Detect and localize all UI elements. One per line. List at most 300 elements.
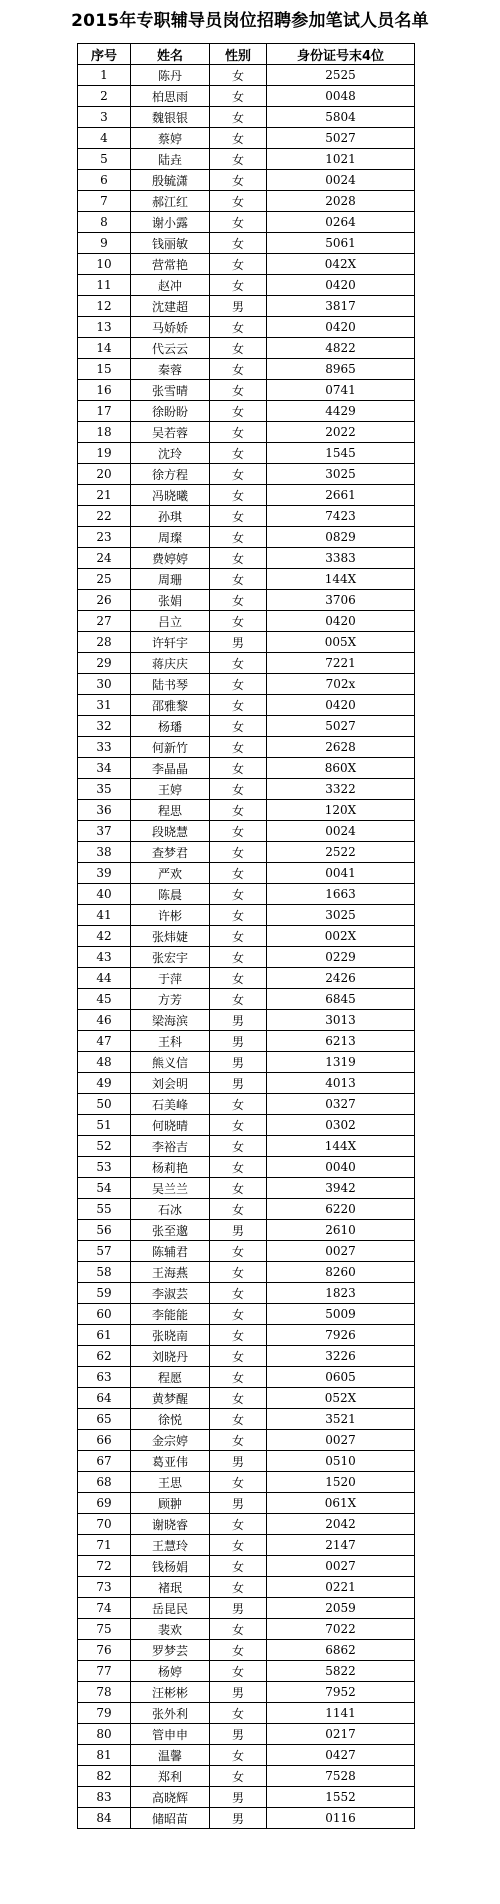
cell-id-last4: 144X [267, 1136, 415, 1157]
table-row [78, 1535, 415, 1556]
cell-name: 刘晓丹 [131, 1346, 210, 1367]
cell-name: 蒋庆庆 [131, 653, 210, 674]
table-row [78, 254, 415, 275]
cell-gender: 男 [210, 632, 267, 653]
cell-number: 73 [78, 1577, 131, 1598]
cell-id-last4: 002X [267, 926, 415, 947]
cell-id-last4: 7423 [267, 506, 415, 527]
table-row [78, 1388, 415, 1409]
table-row [78, 716, 415, 737]
table-row [78, 1136, 415, 1157]
cell-number: 82 [78, 1766, 131, 1787]
cell-name: 陈辅君 [131, 1241, 210, 1262]
cell-number: 48 [78, 1052, 131, 1073]
cell-number: 72 [78, 1556, 131, 1577]
cell-id-last4: 0741 [267, 380, 415, 401]
cell-name: 邵雅黎 [131, 695, 210, 716]
cell-gender: 女 [210, 737, 267, 758]
cell-id-last4: 120X [267, 800, 415, 821]
cell-gender: 男 [210, 1031, 267, 1052]
cell-name: 石美峰 [131, 1094, 210, 1115]
cell-name: 何晓晴 [131, 1115, 210, 1136]
cell-id-last4: 2610 [267, 1220, 415, 1241]
cell-gender: 女 [210, 1325, 267, 1346]
table-row [78, 779, 415, 800]
cell-id-last4: 042X [267, 254, 415, 275]
table-row [78, 1724, 415, 1745]
cell-name: 王科 [131, 1031, 210, 1052]
table-row [78, 1619, 415, 1640]
cell-name: 程愿 [131, 1367, 210, 1388]
cell-id-last4: 2059 [267, 1598, 415, 1619]
cell-id-last4: 0041 [267, 863, 415, 884]
cell-number: 10 [78, 254, 131, 275]
cell-id-last4: 3025 [267, 464, 415, 485]
cell-name: 张炜婕 [131, 926, 210, 947]
table-row [78, 1451, 415, 1472]
cell-number: 17 [78, 401, 131, 422]
cell-name: 吕立 [131, 611, 210, 632]
cell-name: 金宗婷 [131, 1430, 210, 1451]
cell-name: 陆书琴 [131, 674, 210, 695]
cell-gender: 女 [210, 401, 267, 422]
table-row [78, 1745, 415, 1766]
table-row [78, 1031, 415, 1052]
cell-name: 郑利 [131, 1766, 210, 1787]
cell-id-last4: 0229 [267, 947, 415, 968]
cell-gender: 男 [210, 1010, 267, 1031]
table-row [78, 1409, 415, 1430]
cell-id-last4: 6862 [267, 1640, 415, 1661]
cell-number: 60 [78, 1304, 131, 1325]
cell-name: 李淑芸 [131, 1283, 210, 1304]
cell-id-last4: 2525 [267, 65, 415, 86]
cell-id-last4: 7022 [267, 1619, 415, 1640]
cell-id-last4: 3817 [267, 296, 415, 317]
cell-name: 陈丹 [131, 65, 210, 86]
cell-id-last4: 7528 [267, 1766, 415, 1787]
cell-gender: 女 [210, 1619, 267, 1640]
table-row [78, 1220, 415, 1241]
cell-id-last4: 2661 [267, 485, 415, 506]
cell-number: 61 [78, 1325, 131, 1346]
cell-gender: 女 [210, 128, 267, 149]
table-row [78, 842, 415, 863]
table-row [78, 590, 415, 611]
table-row [78, 611, 415, 632]
table-row [78, 1199, 415, 1220]
cell-gender: 女 [210, 1304, 267, 1325]
cell-number: 44 [78, 968, 131, 989]
cell-gender: 女 [210, 317, 267, 338]
cell-number: 58 [78, 1262, 131, 1283]
cell-gender: 女 [210, 1514, 267, 1535]
cell-number: 77 [78, 1661, 131, 1682]
cell-name: 张宏宇 [131, 947, 210, 968]
table-row [78, 1514, 415, 1535]
cell-name: 汪彬彬 [131, 1682, 210, 1703]
cell-id-last4: 7221 [267, 653, 415, 674]
cell-name: 沈建超 [131, 296, 210, 317]
cell-id-last4: 6213 [267, 1031, 415, 1052]
table-row [78, 464, 415, 485]
table-row [78, 1262, 415, 1283]
cell-gender: 女 [210, 338, 267, 359]
table-row [78, 317, 415, 338]
table-row [78, 1472, 415, 1493]
table-row [78, 737, 415, 758]
cell-name: 李能能 [131, 1304, 210, 1325]
cell-number: 36 [78, 800, 131, 821]
cell-id-last4: 3226 [267, 1346, 415, 1367]
cell-number: 18 [78, 422, 131, 443]
cell-name: 方芳 [131, 989, 210, 1010]
cell-number: 15 [78, 359, 131, 380]
cell-number: 49 [78, 1073, 131, 1094]
cell-name: 张至邈 [131, 1220, 210, 1241]
cell-number: 37 [78, 821, 131, 842]
cell-name: 于萍 [131, 968, 210, 989]
cell-number: 11 [78, 275, 131, 296]
cell-gender: 女 [210, 422, 267, 443]
cell-id-last4: 7952 [267, 1682, 415, 1703]
cell-number: 22 [78, 506, 131, 527]
cell-gender: 女 [210, 674, 267, 695]
cell-gender: 女 [210, 653, 267, 674]
cell-number: 12 [78, 296, 131, 317]
cell-id-last4: 0829 [267, 527, 415, 548]
cell-name: 王思 [131, 1472, 210, 1493]
cell-gender: 女 [210, 779, 267, 800]
cell-gender: 女 [210, 842, 267, 863]
table-row [78, 506, 415, 527]
cell-id-last4: 0116 [267, 1808, 415, 1829]
cell-name: 杨莉艳 [131, 1157, 210, 1178]
cell-gender: 女 [210, 1262, 267, 1283]
cell-name: 周璨 [131, 527, 210, 548]
cell-gender: 女 [210, 884, 267, 905]
cell-name: 刘会明 [131, 1073, 210, 1094]
cell-gender: 女 [210, 1577, 267, 1598]
cell-number: 21 [78, 485, 131, 506]
cell-id-last4: 2042 [267, 1514, 415, 1535]
cell-number: 5 [78, 149, 131, 170]
cell-id-last4: 144X [267, 569, 415, 590]
cell-gender: 女 [210, 1556, 267, 1577]
cell-name: 杨婷 [131, 1661, 210, 1682]
cell-id-last4: 0024 [267, 821, 415, 842]
cell-gender: 女 [210, 1346, 267, 1367]
cell-number: 59 [78, 1283, 131, 1304]
cell-id-last4: 5009 [267, 1304, 415, 1325]
cell-gender: 男 [210, 1451, 267, 1472]
cell-gender: 女 [210, 1766, 267, 1787]
cell-gender: 男 [210, 1724, 267, 1745]
cell-id-last4: 2426 [267, 968, 415, 989]
cell-name: 程思 [131, 800, 210, 821]
cell-id-last4: 2022 [267, 422, 415, 443]
cell-number: 2 [78, 86, 131, 107]
cell-gender: 女 [210, 1241, 267, 1262]
table-row [78, 1556, 415, 1577]
cell-name: 查梦君 [131, 842, 210, 863]
cell-id-last4: 0420 [267, 695, 415, 716]
table-header [78, 44, 415, 65]
cell-name: 储昭苗 [131, 1808, 210, 1829]
table-row [78, 548, 415, 569]
cell-name: 顾翀 [131, 1493, 210, 1514]
cell-name: 孙琪 [131, 506, 210, 527]
cell-number: 4 [78, 128, 131, 149]
cell-number: 70 [78, 1514, 131, 1535]
cell-name: 郝江红 [131, 191, 210, 212]
cell-number: 19 [78, 443, 131, 464]
cell-id-last4: 0217 [267, 1724, 415, 1745]
cell-number: 8 [78, 212, 131, 233]
cell-number: 83 [78, 1787, 131, 1808]
table-row [78, 1283, 415, 1304]
table-row [78, 1682, 415, 1703]
cell-number: 50 [78, 1094, 131, 1115]
cell-gender: 女 [210, 548, 267, 569]
cell-id-last4: 2147 [267, 1535, 415, 1556]
cell-gender: 女 [210, 1136, 267, 1157]
cell-number: 26 [78, 590, 131, 611]
cell-id-last4: 0027 [267, 1556, 415, 1577]
table-row [78, 338, 415, 359]
table-row [78, 569, 415, 590]
table-row [78, 947, 415, 968]
cell-id-last4: 0605 [267, 1367, 415, 1388]
cell-id-last4: 4822 [267, 338, 415, 359]
table-row [78, 1073, 415, 1094]
cell-name: 陆垚 [131, 149, 210, 170]
cell-gender: 女 [210, 65, 267, 86]
cell-number: 42 [78, 926, 131, 947]
cell-id-last4: 8260 [267, 1262, 415, 1283]
cell-gender: 男 [210, 1052, 267, 1073]
cell-gender: 女 [210, 254, 267, 275]
cell-gender: 女 [210, 86, 267, 107]
cell-id-last4: 1552 [267, 1787, 415, 1808]
cell-gender: 男 [210, 1073, 267, 1094]
cell-number: 6 [78, 170, 131, 191]
cell-id-last4: 5027 [267, 716, 415, 737]
cell-number: 81 [78, 1745, 131, 1766]
column-header-name: 姓名 [131, 44, 210, 65]
table-row [78, 1241, 415, 1262]
cell-id-last4: 3025 [267, 905, 415, 926]
cell-gender: 女 [210, 758, 267, 779]
cell-name: 何新竹 [131, 737, 210, 758]
cell-name: 魏银银 [131, 107, 210, 128]
cell-gender: 女 [210, 1640, 267, 1661]
cell-number: 31 [78, 695, 131, 716]
cell-name: 冯晓曦 [131, 485, 210, 506]
table-row [78, 191, 415, 212]
table-row [78, 674, 415, 695]
cell-id-last4: 3322 [267, 779, 415, 800]
cell-id-last4: 1520 [267, 1472, 415, 1493]
cell-number: 69 [78, 1493, 131, 1514]
cell-number: 41 [78, 905, 131, 926]
cell-gender: 女 [210, 905, 267, 926]
cell-name: 王婷 [131, 779, 210, 800]
cell-name: 李裕吉 [131, 1136, 210, 1157]
table-row [78, 1094, 415, 1115]
cell-id-last4: 2628 [267, 737, 415, 758]
cell-gender: 女 [210, 1178, 267, 1199]
table-row [78, 1661, 415, 1682]
cell-id-last4: 1823 [267, 1283, 415, 1304]
cell-gender: 女 [210, 1745, 267, 1766]
cell-id-last4: 4429 [267, 401, 415, 422]
cell-name: 张外利 [131, 1703, 210, 1724]
cell-number: 74 [78, 1598, 131, 1619]
cell-gender: 女 [210, 1157, 267, 1178]
cell-name: 石冰 [131, 1199, 210, 1220]
table-row [78, 1178, 415, 1199]
cell-gender: 女 [210, 275, 267, 296]
cell-id-last4: 702x [267, 674, 415, 695]
cell-name: 许彬 [131, 905, 210, 926]
cell-gender: 女 [210, 926, 267, 947]
cell-id-last4: 0027 [267, 1241, 415, 1262]
cell-id-last4: 4013 [267, 1073, 415, 1094]
table-row [78, 968, 415, 989]
cell-id-last4: 1545 [267, 443, 415, 464]
cell-gender: 女 [210, 1430, 267, 1451]
cell-name: 王海燕 [131, 1262, 210, 1283]
column-header-gender: 性别 [210, 44, 267, 65]
cell-gender: 女 [210, 590, 267, 611]
cell-number: 45 [78, 989, 131, 1010]
cell-number: 68 [78, 1472, 131, 1493]
table-row [78, 926, 415, 947]
cell-name: 蔡婷 [131, 128, 210, 149]
cell-id-last4: 052X [267, 1388, 415, 1409]
cell-id-last4: 0040 [267, 1157, 415, 1178]
document-title: 2015年专职辅导员岗位招聘参加笔试人员名单 [71, 11, 429, 31]
cell-gender: 女 [210, 716, 267, 737]
cell-gender: 女 [210, 1199, 267, 1220]
cell-id-last4: 6220 [267, 1199, 415, 1220]
cell-name: 吴若蓉 [131, 422, 210, 443]
table-row [78, 212, 415, 233]
cell-name: 褚珉 [131, 1577, 210, 1598]
cell-gender: 女 [210, 800, 267, 821]
cell-number: 9 [78, 233, 131, 254]
table-row [78, 632, 415, 653]
cell-number: 47 [78, 1031, 131, 1052]
cell-name: 谢晓睿 [131, 1514, 210, 1535]
cell-number: 27 [78, 611, 131, 632]
cell-id-last4: 860X [267, 758, 415, 779]
cell-id-last4: 1021 [267, 149, 415, 170]
cell-id-last4: 0027 [267, 1430, 415, 1451]
cell-number: 25 [78, 569, 131, 590]
table-row [78, 65, 415, 86]
cell-name: 段晓慧 [131, 821, 210, 842]
cell-gender: 女 [210, 443, 267, 464]
table-row [78, 485, 415, 506]
cell-id-last4: 0264 [267, 212, 415, 233]
table-row [78, 1493, 415, 1514]
cell-name: 李晶晶 [131, 758, 210, 779]
cell-gender: 男 [210, 1493, 267, 1514]
cell-id-last4: 2028 [267, 191, 415, 212]
cell-gender: 女 [210, 1409, 267, 1430]
table-row [78, 1640, 415, 1661]
cell-name: 吴兰兰 [131, 1178, 210, 1199]
table-row [78, 1787, 415, 1808]
cell-id-last4: 0420 [267, 317, 415, 338]
cell-gender: 女 [210, 947, 267, 968]
cell-gender: 女 [210, 1472, 267, 1493]
table-row [78, 1577, 415, 1598]
cell-number: 71 [78, 1535, 131, 1556]
cell-id-last4: 5804 [267, 107, 415, 128]
cell-number: 23 [78, 527, 131, 548]
cell-gender: 女 [210, 464, 267, 485]
cell-name: 沈玲 [131, 443, 210, 464]
cell-gender: 女 [210, 821, 267, 842]
cell-number: 64 [78, 1388, 131, 1409]
table-row [78, 359, 415, 380]
cell-id-last4: 5027 [267, 128, 415, 149]
cell-name: 陈晨 [131, 884, 210, 905]
cell-number: 1 [78, 65, 131, 86]
cell-gender: 女 [210, 170, 267, 191]
cell-gender: 女 [210, 989, 267, 1010]
table-row [78, 275, 415, 296]
cell-name: 葛亚伟 [131, 1451, 210, 1472]
cell-gender: 女 [210, 1094, 267, 1115]
table-row [78, 1766, 415, 1787]
cell-gender: 女 [210, 1115, 267, 1136]
cell-number: 65 [78, 1409, 131, 1430]
cell-gender: 女 [210, 359, 267, 380]
table-row [78, 422, 415, 443]
table-row [78, 800, 415, 821]
cell-name: 裴欢 [131, 1619, 210, 1640]
cell-gender: 男 [210, 296, 267, 317]
cell-gender: 女 [210, 149, 267, 170]
cell-name: 高晓辉 [131, 1787, 210, 1808]
cell-name: 张雪晴 [131, 380, 210, 401]
cell-id-last4: 3521 [267, 1409, 415, 1430]
cell-id-last4: 1319 [267, 1052, 415, 1073]
table-row [78, 401, 415, 422]
cell-name: 岳昆民 [131, 1598, 210, 1619]
cell-id-last4: 0048 [267, 86, 415, 107]
cell-gender: 女 [210, 506, 267, 527]
cell-name: 管申申 [131, 1724, 210, 1745]
cell-number: 52 [78, 1136, 131, 1157]
table-row [78, 989, 415, 1010]
cell-name: 徐方程 [131, 464, 210, 485]
cell-number: 56 [78, 1220, 131, 1241]
cell-number: 57 [78, 1241, 131, 1262]
cell-name: 马娇娇 [131, 317, 210, 338]
cell-gender: 女 [210, 1367, 267, 1388]
cell-name: 温馨 [131, 1745, 210, 1766]
cell-gender: 女 [210, 107, 267, 128]
table-row [78, 1052, 415, 1073]
cell-gender: 女 [210, 611, 267, 632]
cell-number: 32 [78, 716, 131, 737]
cell-number: 34 [78, 758, 131, 779]
